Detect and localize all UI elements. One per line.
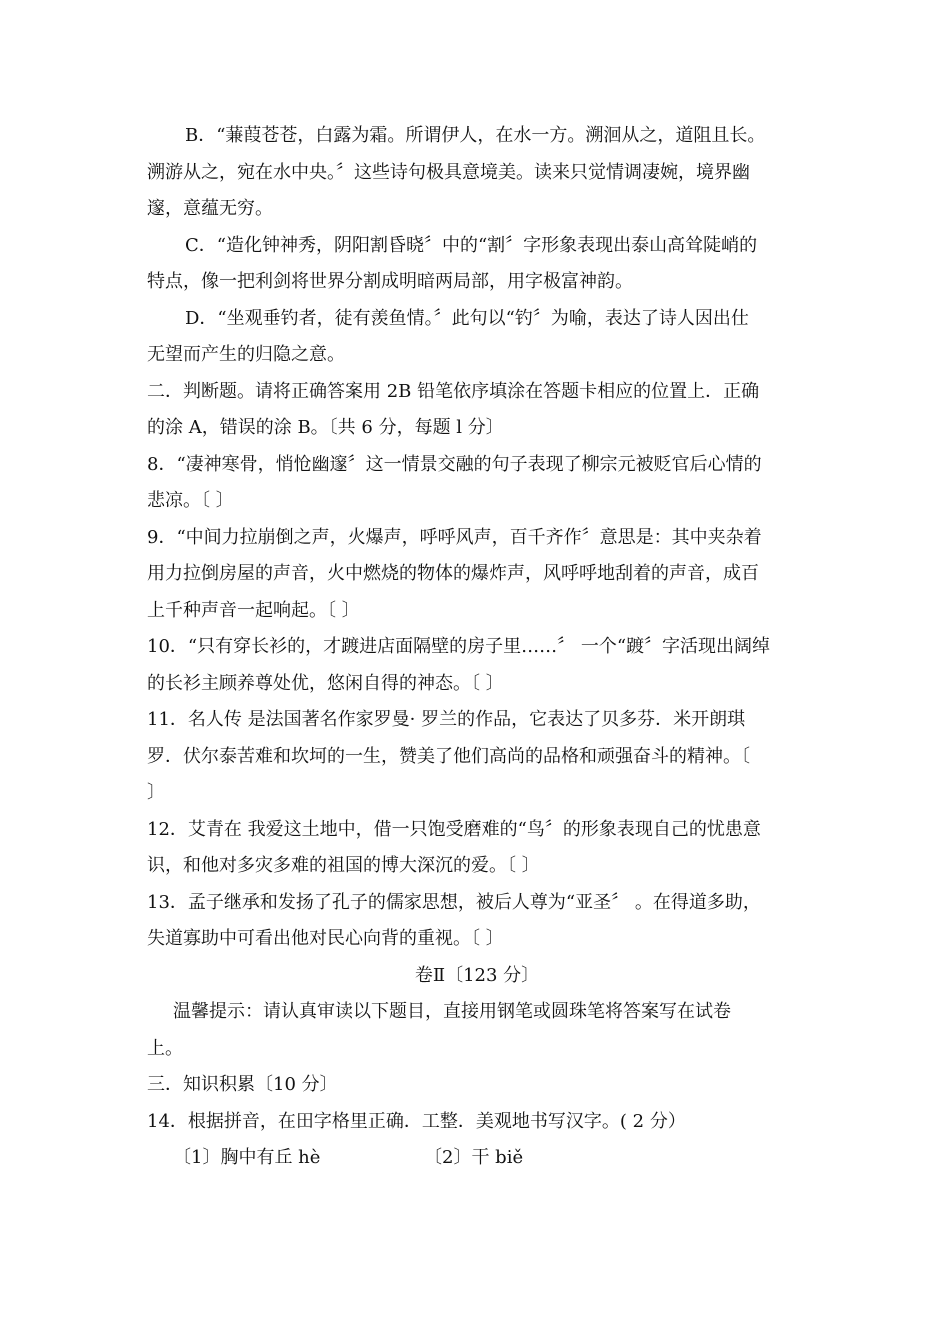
tip — [147, 994, 807, 1067]
question-9 — [147, 520, 807, 630]
question-10 — [147, 629, 807, 702]
q12-line-1: 12．艾青在 我爱这土地中，借一只饱受磨难的“鸟〞的形象表现自己的忧患意 — [147, 818, 761, 840]
option-d-line-1: D．“坐观垂钓者，徒有羡鱼情。〞此句以“钓〞为喻，表达了诗人因出仕 — [185, 307, 749, 329]
q8-line-2: 悲凉。〔 〕 — [147, 490, 234, 511]
tip-line-1: 温馨提示：请认真审读以下题目，直接用钢笔或圆珠笔将答案写在试卷 — [173, 1001, 731, 1022]
tip-line-2: 上。 — [147, 1037, 183, 1059]
option-d — [147, 301, 807, 374]
question-11 — [147, 702, 807, 812]
q13-line-1: 13．孟子继承和发扬了孔子的儒家思想，被后人尊为“亚圣〞 。在得道多助， — [147, 891, 761, 913]
option-b-line-3: 邃，意蕴无穷。 — [147, 198, 273, 219]
question-13 — [147, 885, 807, 958]
q11-line-1: 11．名人传 是法国著名作家罗曼· 罗兰的作品，它表达了贝多芬．米开朗琪 — [147, 709, 746, 730]
q11-line-3: 〕 — [147, 782, 165, 803]
q11-line-2: 罗．伏尔泰苦难和坎坷的一生，赞美了他们高尚的品格和顽强奋斗的精神。〔 — [147, 745, 750, 767]
option-d-line-2: 无望而产生的归隐之意。 — [147, 344, 345, 365]
q10-line-2: 的长衫主顾养尊处优，悠闲自得的神态。〔 〕 — [147, 672, 504, 694]
q9-line-2: 用力拉倒房屋的声音，火中燃烧的物体的爆炸声，风呼呼地刮着的声音，成百 — [147, 563, 759, 584]
section-2-heading — [147, 374, 807, 447]
q8-line-1: 8．“凄神寒骨，悄怆幽邃〞这一情景交融的句子表现了柳宗元被贬官后心情的 — [147, 453, 762, 475]
q14-item-1: 〔1〕胸中有丘 hè — [173, 1147, 321, 1168]
q10-line-1: 10．“只有穿长衫的，才踱进店面隔壁的房子里……〞 一个“踱〞字活现出阔绰 — [147, 636, 771, 657]
option-c — [147, 228, 807, 301]
option-b-line-1: B．“蒹葭苍苍，白露为霜。所谓伊人，在水一方。溯洄从之，道阻且长。 — [185, 125, 766, 146]
question-12 — [147, 812, 807, 885]
q9-line-1: 9．“中间力拉崩倒之声，火爆声，呼呼风声，百千齐作〞意思是：其中夹杂着 — [147, 526, 762, 548]
option-b — [147, 118, 807, 228]
question-14 — [147, 1104, 807, 1177]
option-c-line-2: 特点，像一把利剑将世界分割成明暗两局部，用字极富神韵。 — [147, 271, 633, 292]
option-b-line-2: 溯游从之，宛在水中央。〞这些诗句极具意境美。读来只觉情调凄婉，境界幽 — [147, 161, 750, 183]
q14-item-2: 〔2〕干 biě — [424, 1147, 524, 1168]
section-3-title: 三．知识积累〔10 分〕 — [147, 1074, 338, 1095]
exam-content — [147, 118, 807, 1177]
q13-line-2: 失道寡助中可看出他对民心向背的重视。〔 〕 — [147, 928, 504, 949]
q12-line-2: 识，和他对多灾多难的祖国的博大深沉的爱。〔 〕 — [147, 855, 540, 876]
volume-2-title: 卷Ⅱ〔123 分〕 — [414, 964, 540, 986]
option-c-line-1: C．“造化钟神秀，阴阳割昏晓〞中的“割〞字形象表现出泰山高耸陡峭的 — [185, 234, 758, 256]
question-8 — [147, 447, 807, 520]
section-2-line-1: 二．判断题。请将正确答案用 2B 铅笔依序填涂在答题卡相应的位置上．正确 — [147, 380, 760, 402]
section-2-line-2: 的涂 A，错误的涂 B。〔共 6 分，每题 l 分〕 — [147, 417, 504, 438]
q14-items — [147, 1140, 807, 1177]
q14-stem: 14．根据拼音，在田字格里正确．工整．美观地书写汉字。( 2 分） — [147, 1110, 686, 1132]
q9-line-3: 上千种声音一起响起。〔 〕 — [147, 599, 360, 621]
